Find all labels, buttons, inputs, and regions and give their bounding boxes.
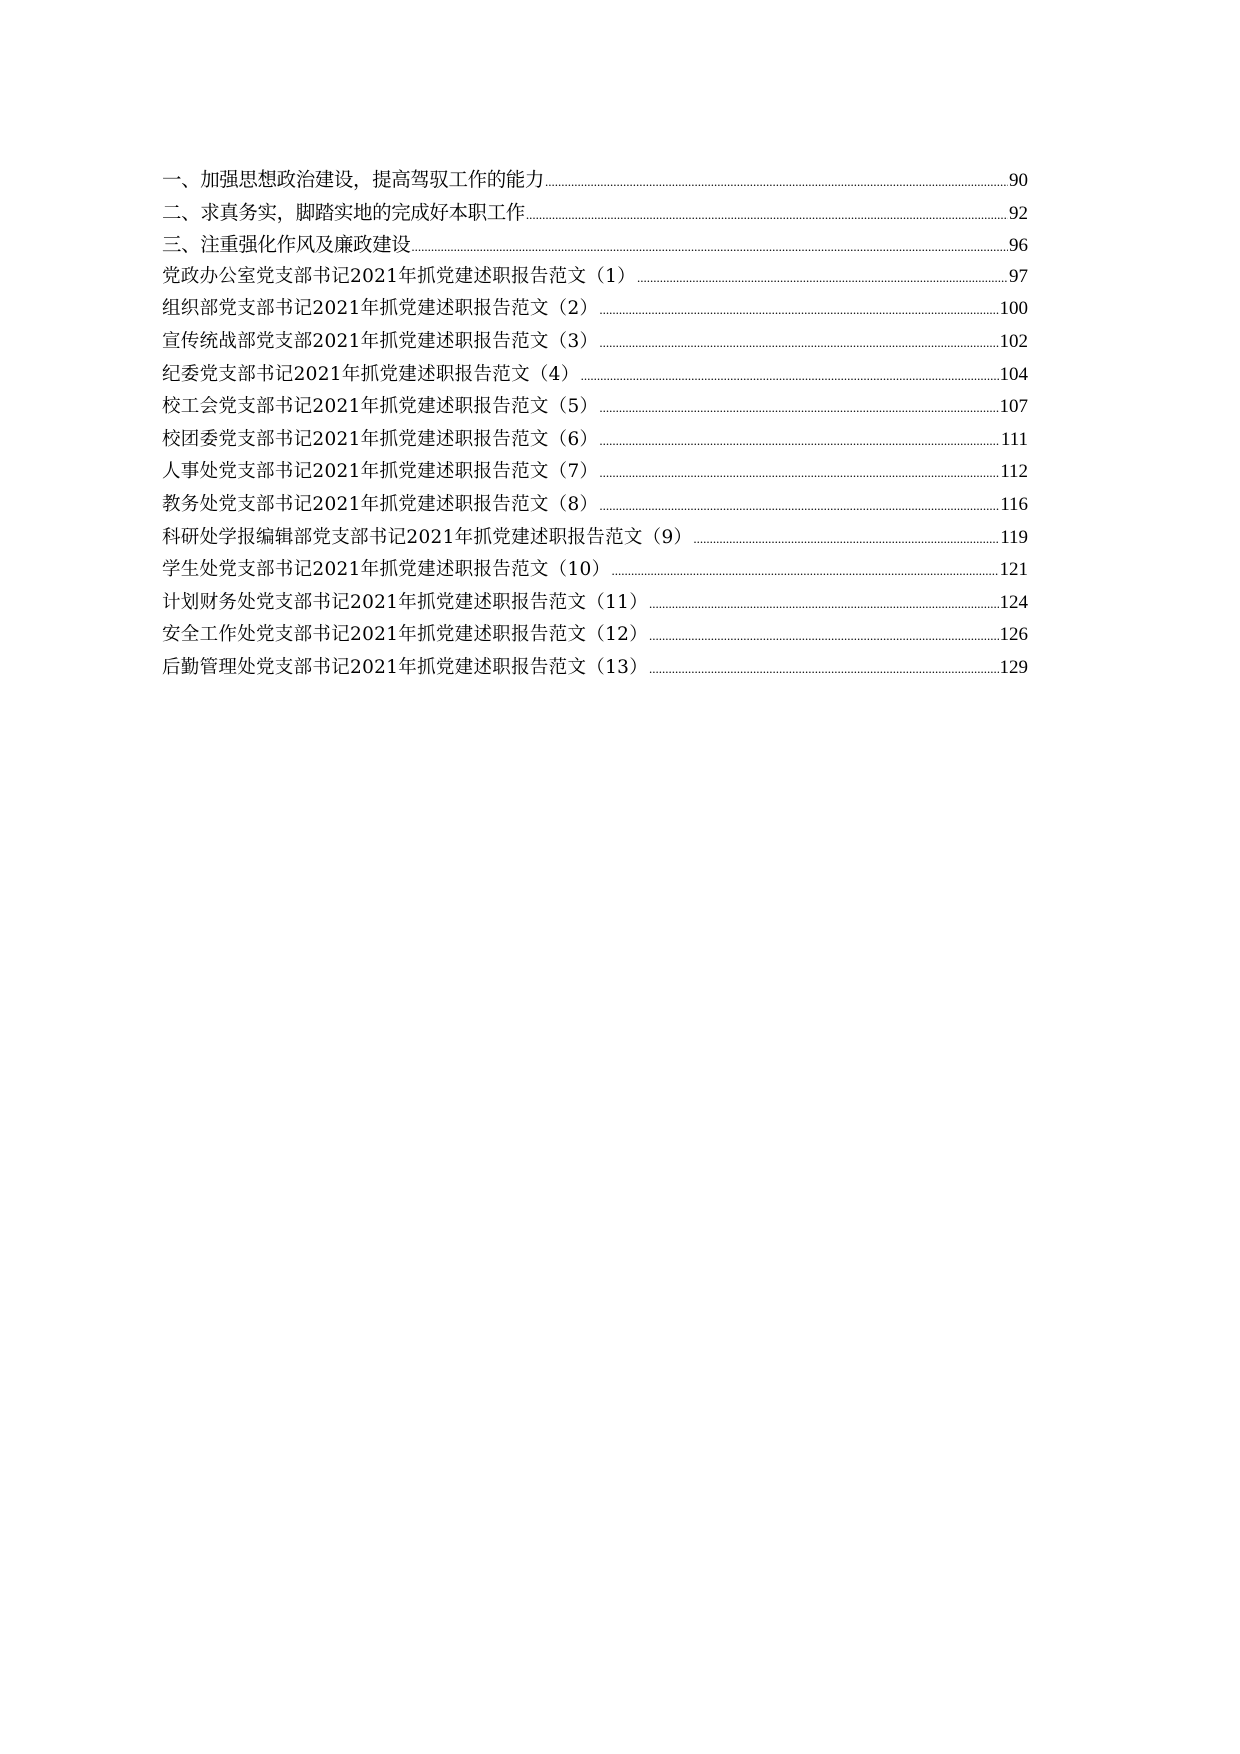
toc-entry-page-number: 112 [1000, 461, 1028, 483]
dot-leader [649, 661, 998, 677]
dot-leader [649, 596, 998, 612]
toc-entry-page-number: 116 [1000, 493, 1028, 515]
toc-entry-report-8[interactable] [162, 490, 1028, 523]
dot-leader [599, 302, 998, 318]
toc-entry-page-number: 90 [1009, 170, 1028, 191]
toc-entry-title: 组织部党支部书记2021年抓党建述职报告范文（2） [162, 298, 599, 320]
toc-entry-page-number: 111 [1000, 428, 1028, 450]
toc-entry-title: 纪委党支部书记2021年抓党建述职报告范文（4） [162, 363, 580, 385]
toc-entry-page-number: 104 [999, 363, 1028, 385]
toc-entry-page-number: 102 [999, 330, 1028, 352]
toc-entry-heading-1[interactable] [162, 164, 1028, 197]
table-of-contents [162, 164, 1028, 686]
toc-entry-page-number: 107 [999, 396, 1028, 418]
toc-entry-heading-2[interactable] [162, 197, 1028, 230]
toc-entry-page-number: 96 [1009, 235, 1028, 257]
toc-entry-title: 教务处党支部书记2021年抓党建述职报告范文（8） [162, 493, 599, 515]
dot-leader [599, 498, 999, 514]
toc-entry-report-5[interactable] [162, 392, 1028, 425]
dot-leader [637, 270, 1008, 286]
dot-leader [599, 433, 1000, 449]
toc-entry-report-12[interactable] [162, 620, 1028, 653]
toc-entry-title: 校团委党支部书记2021年抓党建述职报告范文（6） [162, 428, 599, 450]
toc-entry-title: 三、注重强化作风及廉政建设 [162, 233, 411, 257]
toc-entry-report-11[interactable] [162, 588, 1028, 621]
toc-entry-page-number: 97 [1009, 265, 1028, 287]
toc-entry-title: 科研处学报编辑部党支部书记2021年抓党建述职报告范文（9） [162, 526, 693, 548]
toc-entry-title: 校工会党支部书记2021年抓党建述职报告范文（5） [162, 396, 599, 418]
dot-leader [649, 628, 998, 644]
dot-leader [545, 174, 1008, 190]
toc-entry-report-3[interactable] [162, 327, 1028, 360]
dot-leader [526, 207, 1008, 223]
toc-entry-title: 计划财务处党支部书记2021年抓党建述职报告范文（11） [162, 591, 649, 613]
toc-entry-report-4[interactable] [162, 360, 1028, 393]
toc-entry-title: 后勤管理处党支部书记2021年抓党建述职报告范文（13） [162, 656, 649, 678]
dot-leader [599, 400, 998, 416]
dot-leader [411, 239, 1008, 255]
toc-entry-title: 党政办公室党支部书记2021年抓党建述职报告范文（1） [162, 265, 636, 287]
toc-entry-report-7[interactable] [162, 457, 1028, 490]
toc-entry-report-6[interactable] [162, 425, 1028, 458]
toc-entry-page-number: 129 [999, 656, 1028, 678]
toc-entry-report-9[interactable] [162, 523, 1028, 556]
dot-leader [599, 465, 999, 481]
toc-entry-title: 安全工作处党支部书记2021年抓党建述职报告范文（12） [162, 624, 649, 646]
toc-entry-report-2[interactable] [162, 294, 1028, 327]
toc-entry-page-number: 126 [999, 624, 1028, 646]
dot-leader [693, 531, 999, 547]
toc-entry-page-number: 124 [999, 591, 1028, 613]
toc-entry-report-10[interactable] [162, 555, 1028, 588]
toc-entry-title: 二、求真务实，脚踏实地的完成好本职工作 [162, 200, 525, 224]
toc-entry-heading-3[interactable] [162, 229, 1028, 262]
dot-leader [611, 563, 998, 579]
toc-entry-title: 一、加强思想政治建设，提高驾驭工作的能力 [162, 168, 545, 191]
toc-entry-title: 宣传统战部党支部2021年抓党建述职报告范文（3） [162, 330, 599, 352]
toc-entry-page-number: 100 [999, 298, 1028, 320]
dot-leader [599, 335, 998, 351]
toc-entry-report-13[interactable] [162, 653, 1028, 686]
toc-entry-page-number: 121 [999, 559, 1028, 581]
toc-entry-title: 人事处党支部书记2021年抓党建述职报告范文（7） [162, 461, 599, 483]
toc-entry-page-number: 119 [1000, 526, 1028, 548]
toc-entry-report-1[interactable] [162, 262, 1028, 295]
toc-entry-page-number: 92 [1009, 202, 1028, 224]
dot-leader [581, 368, 999, 384]
toc-entry-title: 学生处党支部书记2021年抓党建述职报告范文（10） [162, 559, 611, 581]
